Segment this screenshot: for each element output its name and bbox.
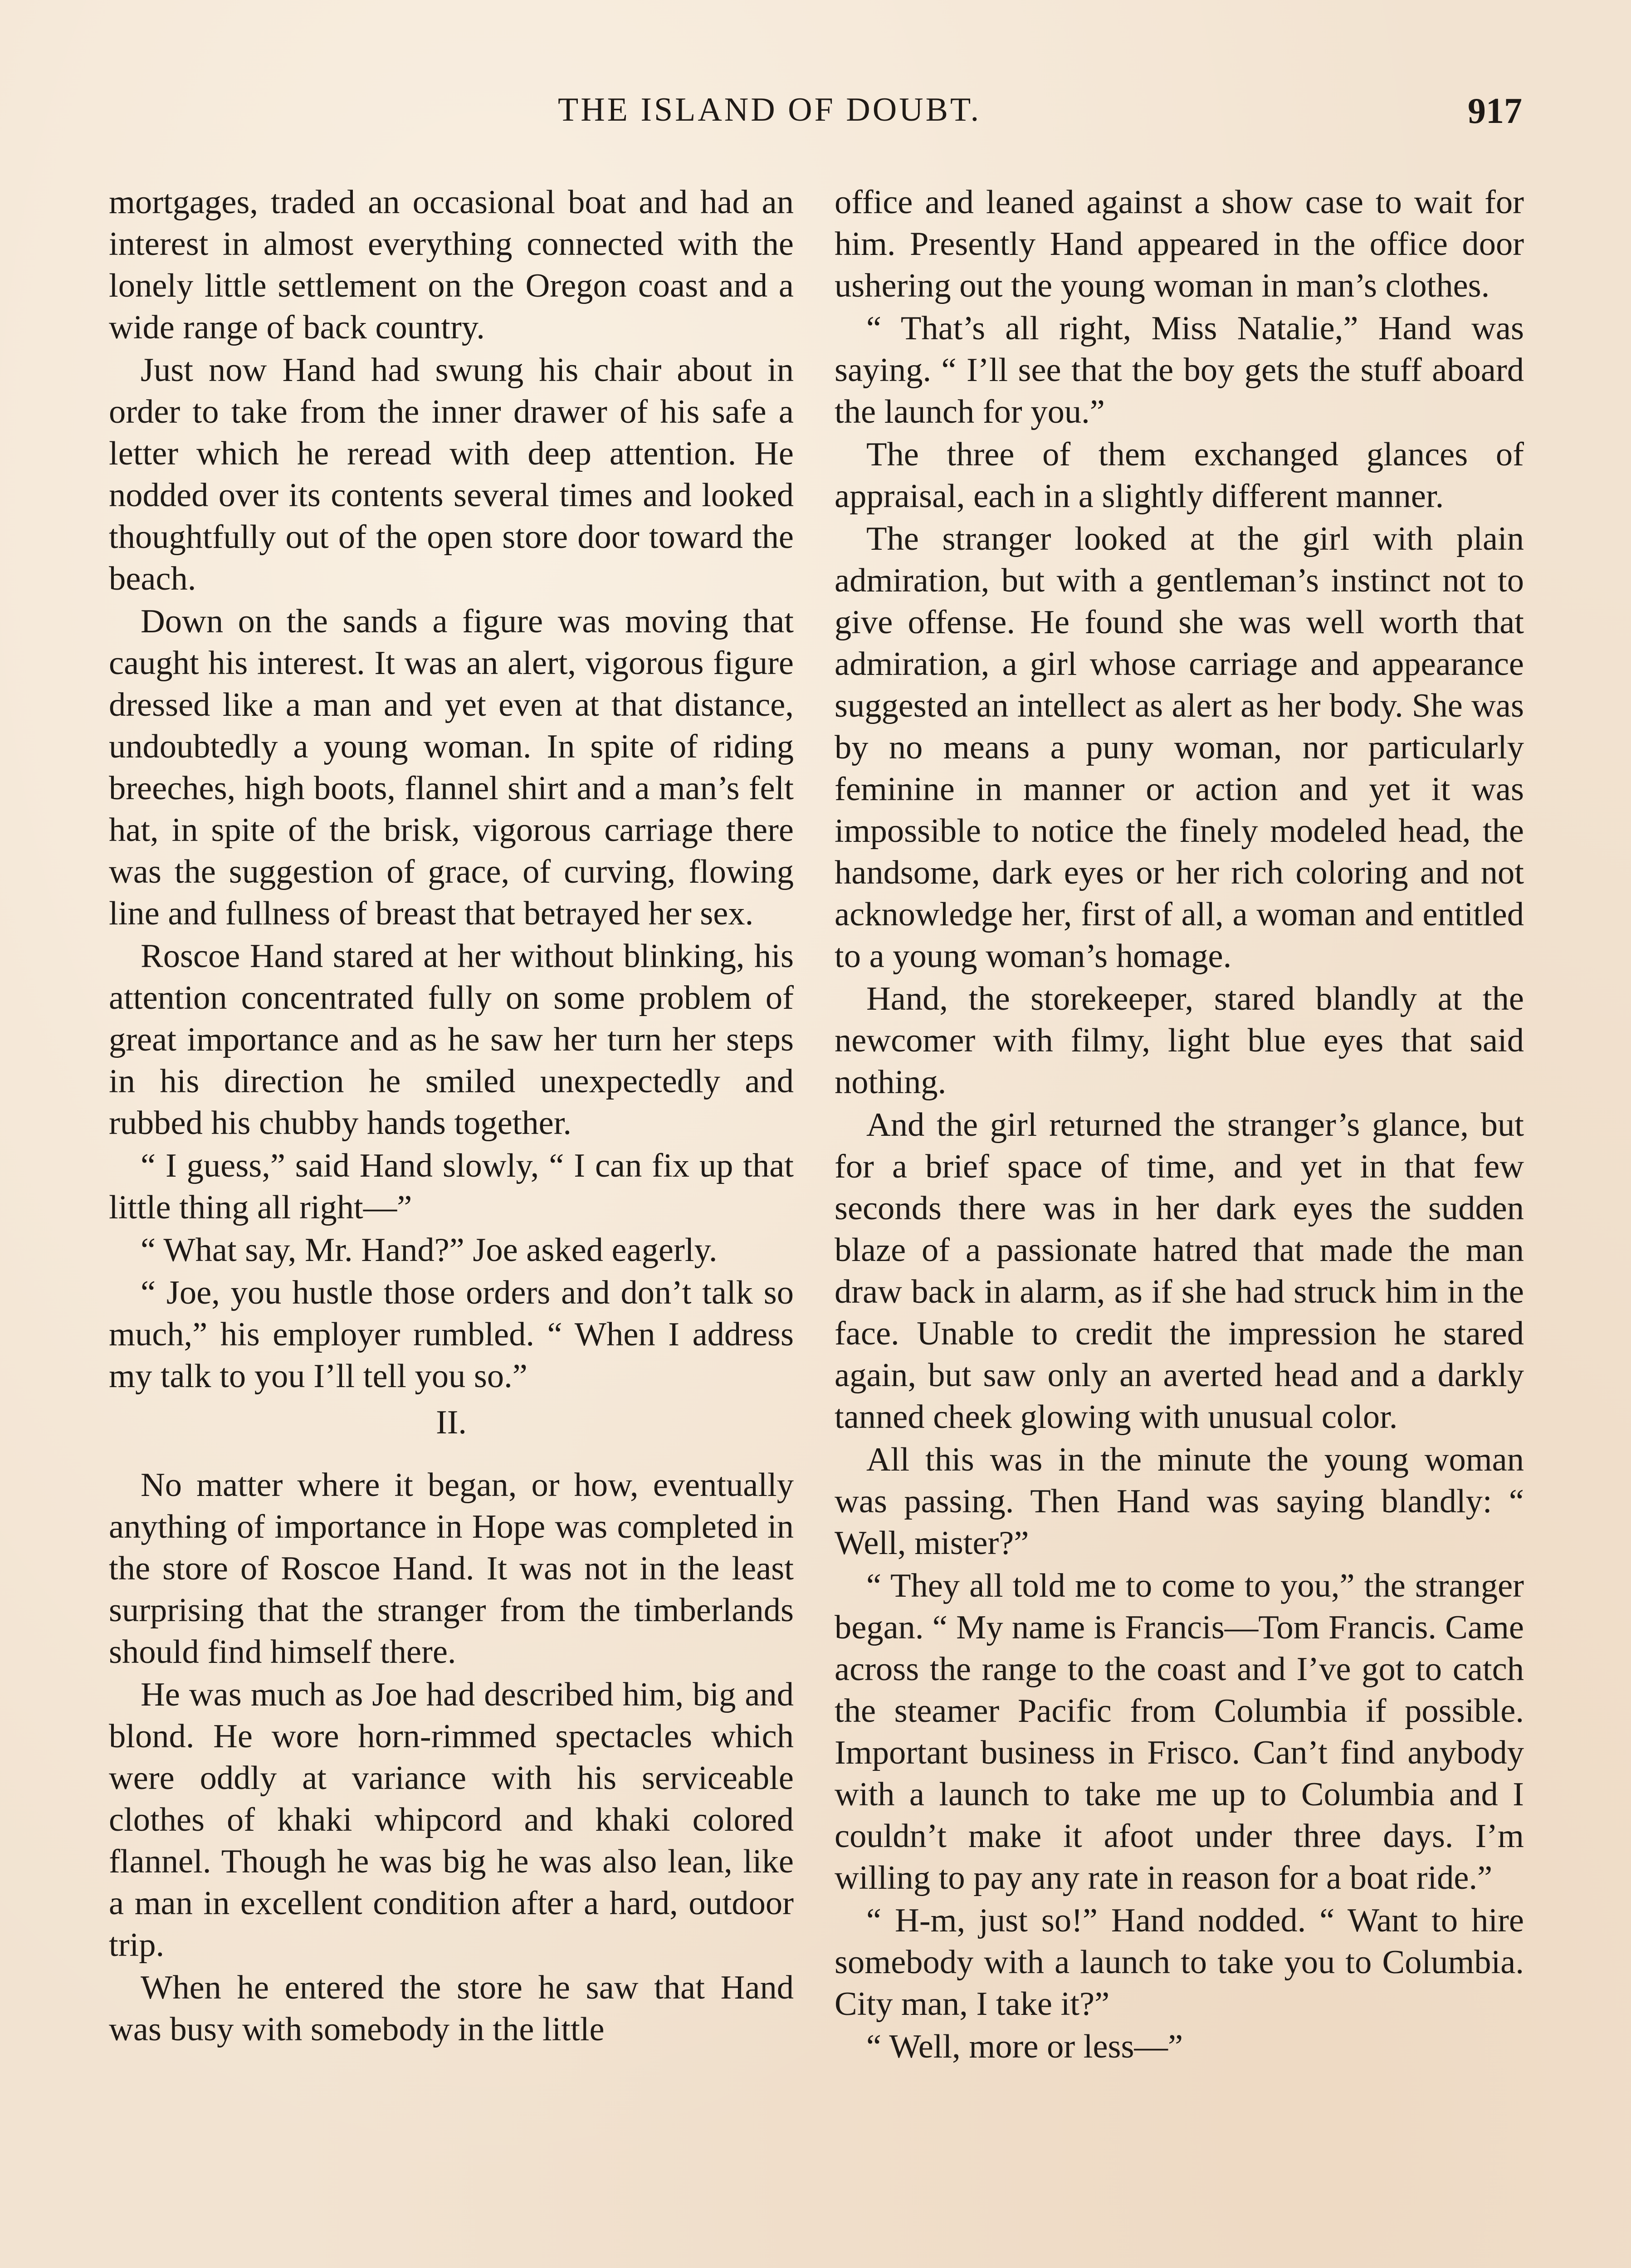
running-title: THE ISLAND OF DOUBT.: [558, 91, 982, 128]
paragraph: “ Well, more or less—”: [866, 2028, 1183, 2065]
paragraph: “ H-m, just so!” Hand nodded. “ Want to hire somebody with a launch to take you to Columbia. City man, I take it?”: [835, 1902, 1524, 2023]
paragraph: “ They all told me to come to you,” the stranger began. “ My name is Francis—Tom Francis. Came across the range to the coast and I’ve got to catch the steamer Pacific from Columbia if possible. Important business in Frisco. Can’t find anybody with a launch to take me up to Columbia and I couldn’t make it afoot under three days. I’m willing to pay any rate in reason for a boat ride.”: [835, 1567, 1524, 1897]
paragraph: “ I guess,” said Hand slowly, “ I can fix up that little thing all right—”: [109, 1147, 794, 1226]
paragraph: And the girl returned the stranger’s glance, but for a brief space of time, and yet in that few seconds there was in her dark eyes the sudden blaze of a passionate hatred that made the man draw back in alarm, as if she had struck him in the face. Unable to credit the impression he stared again, but saw only an averted head and a darkly tanned cheek glowing with unusual color.: [835, 1106, 1524, 1436]
paragraph: “ Joe, you hustle those orders and don’t talk so much,” his employer rumbled. “ When I address my talk to you I’ll tell you so.”: [109, 1274, 794, 1395]
left-column: [109, 181, 794, 2051]
paragraph: mortgages, traded an occasional boat and had an interest in almost everything connected with the lonely little settlement on the Oregon coast and a wide range of back country.: [109, 184, 794, 346]
right-column: [835, 181, 1524, 2068]
paragraph: Roscoe Hand stared at her without blinking, his attention concentrated fully on some problem of great importance and as he saw her turn her steps in his direction he smiled unexpectedly and rubbed his chubby hands together.: [109, 938, 794, 1142]
paragraph: Down on the sands a figure was moving that caught his interest. It was an alert, vigorous figure dressed like a man and yet even at that distance, undoubtedly a young woman. In spite of riding breeches, high boots, flannel shirt and a man’s felt hat, in spite of the brisk, vigorous carriage there was the suggestion of grace, of curving, flowing line and fullness of breast that betrayed her sex.: [109, 603, 794, 932]
paragraph: No matter where it began, or how, eventually anything of importance in Hope was completed in the store of Roscoe Hand. It was not in the least surprising that the stranger from the timberlands should find himself there.: [109, 1466, 794, 1671]
paragraph: The three of them exchanged glances of appraisal, each in a slightly different manner.: [835, 436, 1524, 515]
paragraph: When he entered the store he saw that Hand was busy with somebody in the little: [109, 1969, 794, 2048]
paragraph: Just now Hand had swung his chair about in order to take from the inner drawer of his safe a letter which he reread with deep attention. He nodded over its contents several times and looked thoughtfully out of the open store door toward the beach.: [109, 352, 794, 597]
paragraph: Hand, the storekeeper, stared blandly at the newcomer with filmy, light blue eyes that said nothing.: [835, 980, 1524, 1101]
paragraph: The stranger looked at the girl with plain admiration, but with a gentleman’s instinct not to give offense. He found she was well worth that admiration, a girl whose carriage and appearance suggested an intellect as alert as her body. She was by no means a puny woman, nor particularly feminine in manner or action and yet it was impossible to notice the finely modeled head, the handsome, dark eyes or her rich coloring and not acknowledge her, first of all, a woman and entitled to a young woman’s homage.: [835, 520, 1524, 975]
paragraph: “ What say, Mr. Hand?” Joe asked eagerly.: [141, 1232, 718, 1269]
paragraph: All this was in the minute the young woman was passing. Then Hand was saying blandly: “ Well, mister?”: [835, 1441, 1524, 1562]
page-number: 917: [1468, 91, 1522, 131]
paragraph: “ That’s all right, Miss Natalie,” Hand was saying. “ I’ll see that the boy gets the stuff aboard the launch for you.”: [835, 310, 1524, 430]
paragraph: office and leaned against a show case to wait for him. Presently Hand appeared in the office door ushering out the young woman in man’s clothes.: [835, 184, 1524, 304]
section-heading: II.: [436, 1404, 467, 1441]
paragraph: He was much as Joe had described him, big and blond. He wore horn-rimmed spectacles which were oddly at variance with his serviceable clothes of khaki whipcord and khaki colored flannel. Though he was big he was also lean, like a man in excellent condition after a hard, outdoor trip.: [109, 1676, 794, 1964]
